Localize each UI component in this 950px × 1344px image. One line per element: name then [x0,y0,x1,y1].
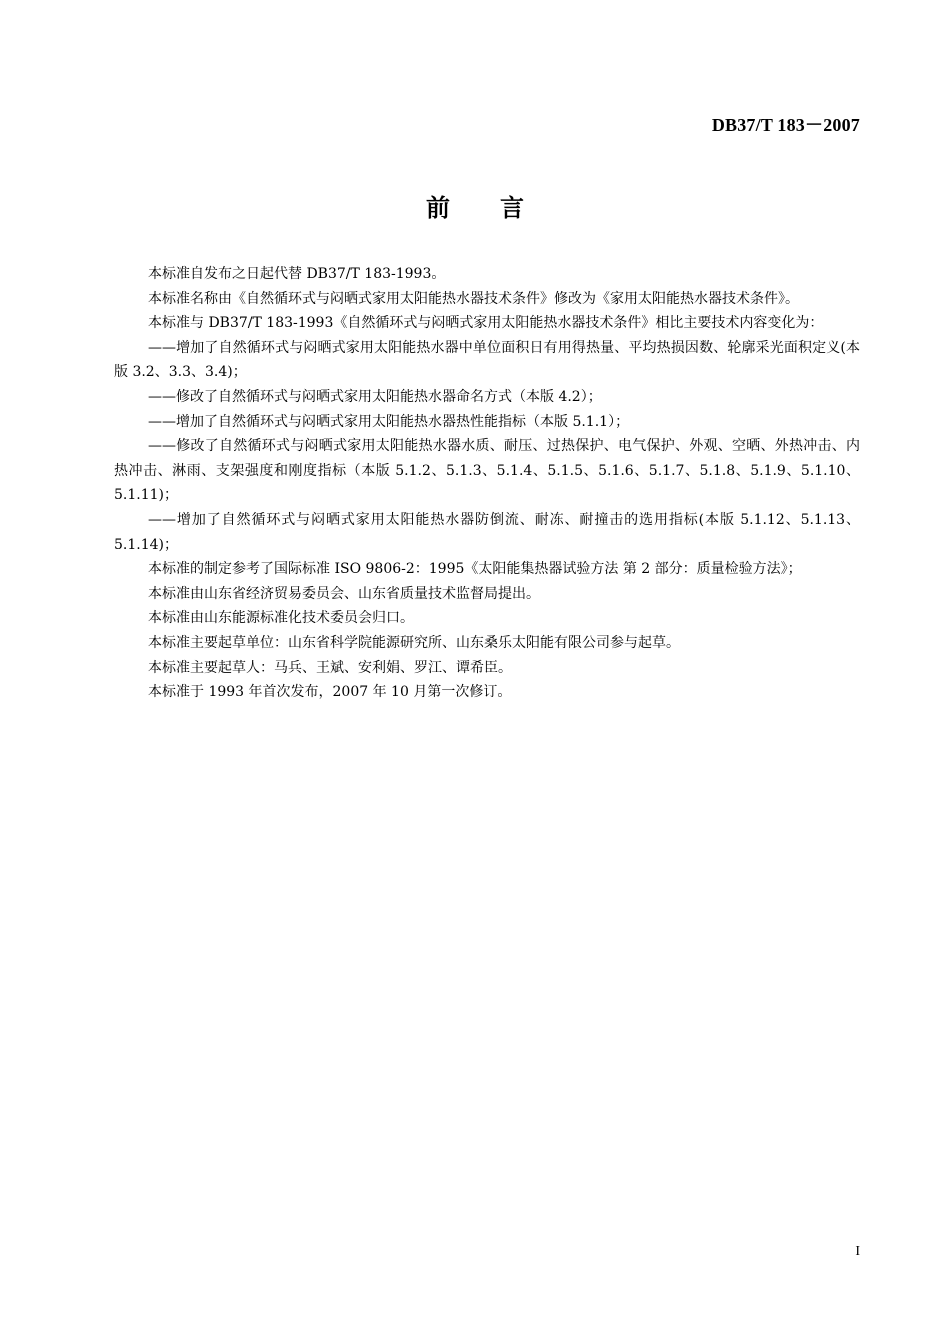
paragraph-supersedes: 本标准自发布之日起代替 DB37/T 183-1993。 [148,266,446,282]
page-number: I [855,1244,860,1259]
paragraph-reference: 本标准的制定参考了国际标准 ISO 9806-2：1995《太阳能集热器试验方法 第 2 部分：质量检验方法》； [148,561,802,578]
paragraph-drafters: 本标准主要起草人：马兵、王斌、安利娟、罗江、谭希臣。 [148,659,512,676]
paragraph-proposed-by: 本标准由山东省经济贸易委员会、山东省质量技术监督局提出。 [148,585,540,602]
paragraph-centralized-by: 本标准由山东能源标准化技术委员会归口。 [148,610,414,627]
paragraph-change-item: ——增加了自然循环式与闷晒式家用太阳能热水器热性能指标（本版 5.1.1）； [148,413,630,430]
document-number: DB37/T 183－2007 [711,115,860,135]
paragraph-drafting-units: 本标准主要起草单位：山东省科学院能源研究所、山东桑乐太阳能有限公司参与起草。 [148,634,680,651]
paragraph-title-change: 本标准名称由《自然循环式与闷晒式家用太阳能热水器技术条件》修改为《家用太阳能热水器技术条件》。 [148,290,799,307]
foreword-body [114,262,860,705]
paragraph-history: 本标准于 1993 年首次发布，2007 年 10 月第一次修订。 [148,684,512,701]
paragraph-change-item: ——增加了自然循环式与闷晒式家用太阳能热水器防倒流、耐冻、耐撞击的选用指标(本版 5.1.12、5.1.13、5.1.14)； [114,511,860,553]
paragraph-change-item: ——修改了自然循环式与闷晒式家用太阳能热水器水质、耐压、过热保护、电气保护、外观、空晒、外热冲击、内热冲击、淋雨、支架强度和刚度指标（本版 5.1.2、5.1.3、5.1.4、5.1.5、5.1.6、5.1.7、5.1.8、5.1.9、5.1.10、5.1.11)； [114,438,860,504]
paragraph-change-item: ——修改了自然循环式与闷晒式家用太阳能热水器命名方式（本版 4.2）； [148,388,602,405]
page-title: 前言 [426,194,574,222]
paragraph-change-item: ——增加了自然循环式与闷晒式家用太阳能热水器中单位面积日有用得热量、平均热损因数、轮廓采光面积定义(本版 3.2、3.3、3.4)； [114,339,860,381]
paragraph-changes-intro: 本标准与 DB37/T 183-1993《自然循环式与闷晒式家用太阳能热水器技术条件》相比主要技术内容变化为： [148,315,824,332]
